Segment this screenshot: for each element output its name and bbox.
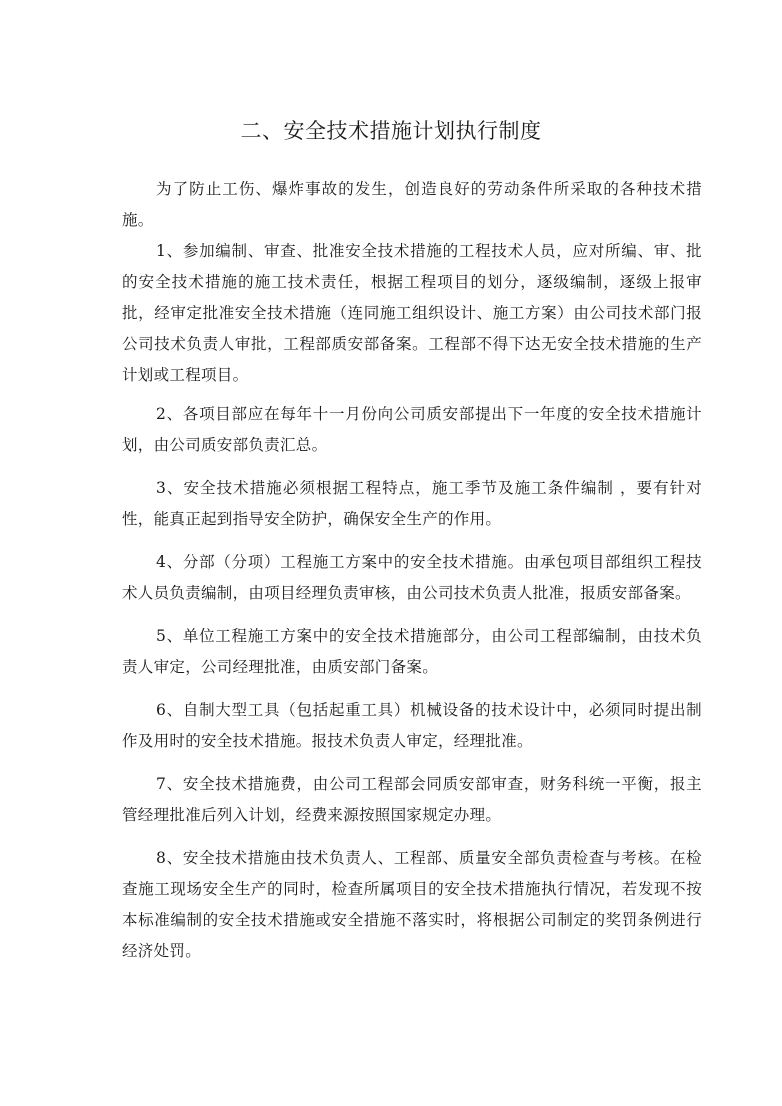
clause-4: 4、分部（分项）工程施工方案中的安全技术措施。由承包项目部组织工程技术人员负责编制，由项目经理负责审核，由公司技术负责人批准，报质安部备案。 — [122, 553, 702, 602]
clause-5: 5、单位工程施工方案中的安全技术措施部分，由公司工程部编制，由技术负责人审定，公司经理批准，由质安部门备案。 — [122, 627, 702, 676]
clause-2: 2、各项目部应在每年十一月份向公司质安部提出下一年度的安全技术措施计划，由公司质安部负责汇总。 — [122, 405, 702, 454]
document-title: 二、安全技术措施计划执行制度 — [240, 119, 542, 143]
clause-6: 6、自制大型工具（包括起重工具）机械设备的技术设计中，必须同时提出制作及用时的安全技术措施。报技术负责人审定，经理批准。 — [122, 701, 702, 750]
clause-3: 3、安全技术措施必须根据工程特点，施工季节及施工条件编制 ，要有针对性，能真正起到指导安全防护，确保安全生产的作用。 — [122, 479, 702, 528]
document-body — [122, 174, 702, 979]
clause-7: 7、安全技术措施费，由公司工程部会同质安部审查，财务科统一平衡，报主管经理批准后列入计划，经费来源按照国家规定办理。 — [122, 775, 702, 824]
clause-1: 1、参加编制、审查、批准安全技术措施的工程技术人员，应对所编、审、批的安全技术措施的施工技术责任，根据工程项目的划分，逐级编制，逐级上报审批，经审定批准安全技术措施（连同施工组织设计、施工方案）由公司技术部门报公司技术负责人审批，工程部质安部备案。工程部不得下达无安全技术措施的生产计划或工程项目。 — [122, 242, 702, 384]
clause-8: 8、安全技术措施由技术负责人、工程部、质量安全部负责检查与考核。在检查施工现场安全生产的同时，检查所属项目的安全技术措施执行情况，若发现不按本标准编制的安全技术措施或安全措施不落实时，将根据公司制定的奖罚条例进行经济处罚。 — [122, 849, 702, 960]
intro-paragraph: 为了防止工伤、爆炸事故的发生，创造良好的劳动条件所采取的各种技术措施。 — [122, 180, 702, 229]
